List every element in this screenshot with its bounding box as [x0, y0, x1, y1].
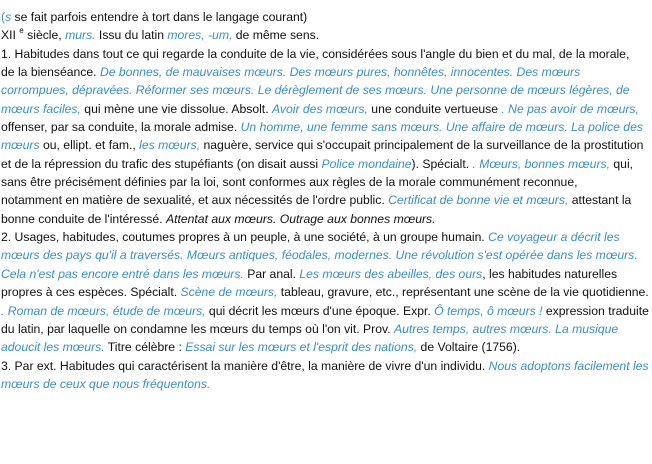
definition-segment: sans être précisément définies par la loi, sont conformes aux règles de la morale communément reconnue,	[1, 175, 578, 190]
example-text: corrompues, dépravées. Réformer ses mœurs. Le dérèglement de ses mœurs. Une personne de mœurs légères, de	[1, 83, 630, 98]
text-line	[1, 338, 649, 356]
example-text: Ô temps, ô mœurs !	[434, 303, 543, 318]
definition-segment: ). Spécialt.	[411, 156, 473, 171]
text-line	[1, 45, 649, 63]
text-line	[1, 265, 649, 283]
example-text: Cela n'est pas encore entré dans les mœurs.	[1, 266, 244, 281]
text-line	[1, 173, 649, 191]
text-line	[1, 136, 649, 154]
definition-segment: de Voltaire (1756).	[417, 340, 521, 355]
example-text: mœurs faciles,	[1, 101, 81, 116]
definition-segment: , les habitudes naturelles	[482, 266, 618, 281]
superscript: e	[19, 26, 24, 36]
example-text: Scène de mœurs,	[180, 285, 278, 300]
example-text: s	[5, 10, 12, 24]
definition-segment: qui,	[610, 156, 634, 171]
example-text: . Roman de mœurs, étude de mœurs,	[1, 303, 206, 318]
definition-segment: expression traduite	[542, 303, 649, 318]
example-text: murs.	[65, 28, 96, 43]
text-line	[1, 228, 649, 246]
definition-segment: tableau, gravure, etc., représentant une scène de la vie quotidienne.	[277, 285, 649, 300]
text-line	[1, 375, 649, 393]
example-text: . Mœurs, bonnes mœurs,	[472, 156, 610, 171]
text-line	[1, 100, 649, 118]
example-text: . Ne pas avoir de mœurs,	[501, 101, 639, 116]
example-text: mœurs de ceux que nous fréquentons.	[1, 376, 211, 391]
definition-segment: (	[1, 10, 6, 24]
definition-segment: qui décrit les mœurs d'une époque. Expr.	[205, 303, 435, 318]
example-text: Un homme, une femme sans mœurs. Une affaire de mœurs. La police des	[240, 120, 643, 135]
definition-segment: 1. Habitudes dans tout ce qui regarde la conduite de la vie, considérées sous l'angle du bien et du mal, de la morale,	[1, 46, 630, 61]
definition-segment: une conduite vertueuse	[367, 101, 502, 116]
text-line	[1, 191, 649, 209]
definition-segment: de même sens.	[232, 28, 320, 43]
example-text: mœurs des pays qu'il a traversés. Mœurs antiques, féodales, modernes. Une révolution s'est opérée dans les mœurs.	[1, 248, 638, 263]
definition-segment: notamment en matière de sexualité, et aux nécessités de l'ordre public.	[1, 193, 389, 208]
example-text: mœurs	[1, 138, 40, 153]
definition-segment: et de la répression du trafic des stupéfiants (on disait aussi	[1, 156, 322, 171]
definition-segment: bonne conduite de l'intéressé.	[1, 211, 166, 226]
definition-segment: Titre célèbre :	[104, 340, 186, 355]
definition-segment: Par anal.	[243, 266, 300, 281]
definition-segment: Issu du latin	[95, 28, 168, 43]
text-line	[1, 26, 649, 44]
text-line	[1, 118, 649, 136]
example-text: Ce voyageur a décrit les	[488, 230, 620, 245]
definition-segment: attestant la	[568, 193, 632, 208]
example-text: mores, -um,	[167, 28, 233, 43]
example-text: Essai sur les mœurs et l'esprit des nations,	[185, 340, 418, 355]
text-line	[1, 302, 649, 320]
definition-segment: qui mène une vie dissolue. Absolt.	[80, 101, 272, 116]
text-line	[1, 246, 649, 264]
definition-segment: naguère, service qui s'occupait principalement de la surveillance de la prostitution	[200, 138, 644, 153]
example-text: les mœurs,	[139, 138, 201, 153]
example-text: Avoir des mœurs,	[271, 101, 368, 116]
definition-segment: siècle,	[23, 28, 66, 43]
definition-segment: XII	[1, 28, 20, 43]
text-line	[1, 283, 649, 301]
definition-segment: Attentat aux mœurs. Outrage aux bonnes mœurs.	[165, 211, 436, 226]
text-line	[1, 8, 649, 26]
text-line	[1, 320, 649, 338]
text-line	[1, 81, 649, 99]
text-line	[1, 210, 649, 228]
text-line	[1, 155, 649, 173]
definition-segment: propres à ces espèces. Spécialt.	[1, 285, 181, 300]
text-line	[1, 357, 649, 375]
definition-segment: 2. Usages, habitudes, coutumes propres à un peuple, à une société, à un groupe humain.	[1, 230, 489, 245]
definition-segment: ou, ellipt. et fam.,	[39, 138, 140, 153]
example-text: adoucit les mœurs.	[1, 340, 105, 355]
definition-segment: offenser, par sa conduite, la morale admise.	[1, 120, 241, 135]
definition-segment: du latin, par laquelle on condamne les mœurs du temps où l'on vit. Prov.	[1, 321, 394, 336]
example-text: Police mondaine	[321, 156, 412, 171]
example-text: Certificat de bonne vie et mœurs,	[388, 193, 569, 208]
definition-segment: 3. Par ext. Habitudes qui caractérisent la manière d'être, la manière de vivre d'un individu.	[1, 358, 489, 373]
text-line	[1, 63, 649, 81]
example-text: Les mœurs des abeilles, des ours	[299, 266, 483, 281]
example-text: De bonnes, de mauvaises mœurs. Des mœurs pures, honnêtes, innocentes. Des mœurs	[99, 65, 581, 80]
definition-segment: de la bienséance.	[1, 65, 100, 80]
definition-segment: se fait parfois entendre à tort dans le langage courant)	[11, 10, 308, 24]
example-text: Nous adoptons facilement les	[488, 358, 649, 373]
example-text: Autres temps, autres mœurs. La musique	[393, 321, 619, 336]
